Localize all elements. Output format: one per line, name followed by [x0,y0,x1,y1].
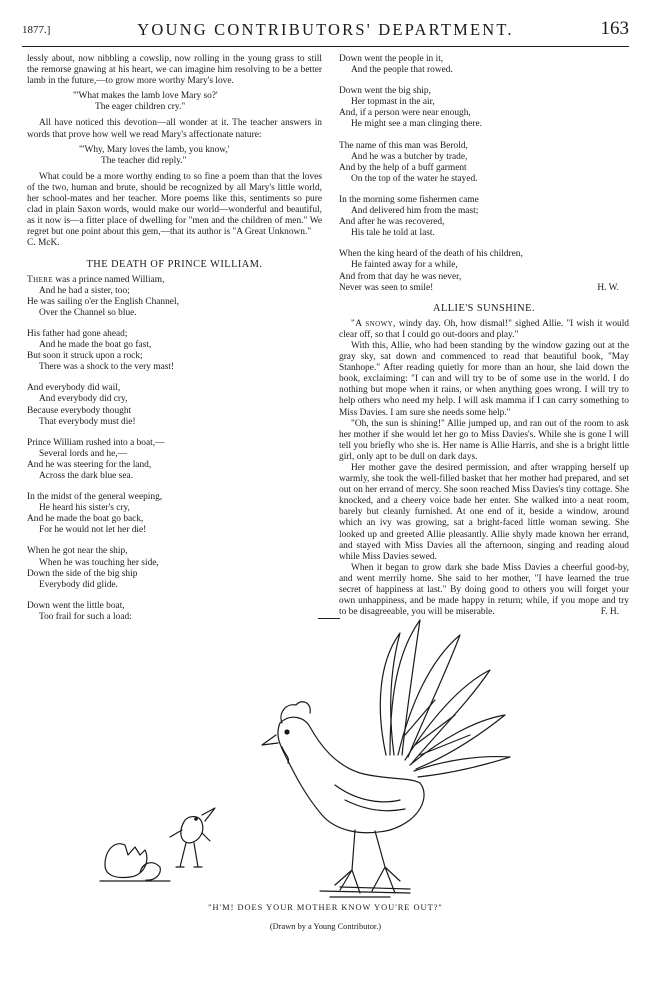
poem-line: He might see a man clinging there. [351,119,482,130]
poem-line: And everybody did wail, [27,383,121,394]
poem-line: And he had a sister, too; [39,285,130,296]
poem-line: And he made the boat go back, [27,514,144,525]
header-date: 1877.] [22,24,51,36]
poem-line: When he got near the ship, [27,546,128,557]
quote-line: The eager children cry." [95,102,186,113]
poem-line: Down the side of the big ship [27,568,138,579]
poem-line: And from that day he was never, [339,271,462,282]
quote-line: "'Why, Mary loves the lamb, you know,' [79,144,230,155]
poem-line: Down went the people in it, [339,54,444,64]
right-column [339,54,629,618]
poem-line: There was a prince named William, [27,274,165,285]
story-signature: F. H. [600,607,619,618]
review-continued [27,54,322,250]
poem-last-line [339,283,629,294]
poem-line: And after he was recovered, [339,217,445,228]
poem-line: Down went the big ship, [339,86,431,97]
poem-line: Down went the little boat, [27,600,125,611]
poem-line: His father had gone ahead; [27,328,128,339]
poem-line: And delivered him from the mast; [351,206,479,217]
poem-stanza [27,492,322,536]
review-quote-2 [27,145,322,167]
quote-line: "'What makes the lamb love Mary so?' [73,91,218,102]
left-column [27,54,322,623]
poem-line: That everybody must die! [39,416,136,427]
illustration-caption: "H'M! DOES YOUR MOTHER KNOW YOU'RE OUT?" [208,903,443,912]
poem-line: And he was a butcher by trade, [351,151,468,162]
poem-line: Across the dark blue sea. [39,471,133,481]
poem-stanzas-right [339,54,629,283]
poem-line: Over the Channel so blue. [39,307,137,318]
rooster-and-chick-illustration [90,605,560,905]
poem-line: Never was seen to smile! [339,282,434,293]
review-signature: C. McK. [27,238,60,249]
poem-line: Too frail for such a load: [39,611,132,622]
poem-title: THE DEATH OF PRINCE WILLIAM. [86,258,263,270]
poem-stanza [339,249,629,282]
poem-stanza [27,329,322,373]
eggshell-icon [100,844,170,881]
header-rule [22,46,629,47]
poem-stanza [27,546,322,590]
poem-stanza [27,438,322,482]
poem-line: In the midst of the general weeping, [27,492,163,503]
poem-line: For he would not let her die! [39,525,147,536]
poem-line: And he made the boat go fast, [39,340,152,351]
poem-line: On the top of the water he stayed. [351,173,478,184]
poem-line: In the morning some fishermen came [339,194,479,205]
review-opening: lessly about, now nibbling a cowslip, now rolling in the young grass to still the remorse gnawing at his heart, we can imagine him resolving to be a better lamb in the future,—to grow more worthy Mary's love. [27,54,322,87]
review-paragraph: All have noticed this devotion—all wonder at it. The teacher answers in words that prove how well we read Mary's affectionate nature: [27,118,322,140]
story-title: ALLIE'S SUNSHINE. [433,302,535,314]
poem-line: Prince William rushed into a boat,— [27,437,165,448]
poem-line: Because everybody thought [27,405,132,416]
poem-line: And everybody did cry, [39,394,128,405]
poem-line: He heard his sister's cry, [39,503,130,514]
poem-line: And, if a person were near enough, [339,108,471,119]
poem-stanza [339,54,629,76]
poem-line: Several lords and he,— [39,448,127,459]
poem-line: And he was steering for the land, [27,459,152,470]
poem-stanza [339,141,629,185]
poem-stanzas-left [27,286,322,623]
review-paragraph: What could be a more worthy ending to so fine a poem than that the loves of the two, human and brute, should be recognized by all Mary's little world, her school-mates and her teacher. More poems like this, sentiments so pure clad in plain Saxon words, would make our world—wonderful and beautiful, as it now is—a fitter place of dwelling for "men and the children of men." We regret but one point about this gem,—that its author is "A Great Unknown." [27,171,322,238]
poem-line: The name of this man was Berold, [339,140,468,151]
poem-stanza [27,383,322,427]
running-header [22,18,629,44]
poem-stanza [339,195,629,239]
poem-line: And by the help of a buff garment [339,162,467,173]
story-body [339,319,629,619]
poem-line: He was sailing o'er the English Channel, [27,296,179,307]
poem-line: And the people that rowed. [351,65,453,76]
chick-icon [170,808,215,867]
poem-stanza [27,286,322,319]
ground-strokes [320,887,410,897]
poem-body [27,275,322,623]
story-paragraph: When it began to grow dark she bade Miss Davies a cheerful good-by, and went merrily home. She said to her mother, "I have learned the true secret of happiness at last." By doing good to others you will forget your own unhappiness, and be made happy in return; while, if you mope and try to be disagreeable, you will be miserable. F. H. [339,562,629,618]
poem-line: His tale he told at last. [351,228,435,239]
story-paragraph: Her mother gave the desired permission, and after wrapping herself up warmly, she took the well-filled basket that her mother had prepared, and set out on her errand of mercy. She soon reached Miss Davies's tiny cottage. She knocked, and a cheery voice bade her enter. She walked into a neat room, barely but cleanly furnished. At one end of it, beside a window, around which an ivy was growing, sat a bright-faced little woman sewing. She looked up and greeted Allie pleasantly. Allie shyly made known her errand, and stayed with Miss Davies all the afternoon, singing and reading aloud while Miss Davies sewed. [339,463,629,562]
poem-stanza [339,86,629,130]
poem-line: There was a shock to the very mast! [39,362,175,373]
story-paragraph: With this, Allie, who had been standing by the window gazing out at the gray sky, sat down and commenced to read that beautiful book, "May Stanhope." After reading quietly for more than an hour, she laid down the book, exclaiming: "I can and will try to be of some use in the world. I do nothing but mope when it rains, or when anything goes wrong. I will try to help others who need my help. I will ask mamma if I can carry something to Miss Davies. I am sure she needs some help." [339,340,629,418]
story-paragraph: "A snowy, windy day. Oh, how dismal!" sighed Allie. "I wish it would clear off, so that I could go out-doors and play." [339,318,629,340]
quote-line: The teacher did reply." [101,155,187,166]
poem-line: Everybody did glide. [39,579,118,590]
page-number: 163 [600,18,629,39]
rooster-tail-icon [380,620,510,777]
poem-line: When he was touching her side, [39,557,159,568]
poem-line: When the king heard of the death of his children, [339,249,523,260]
poem-line: He fainted away for a while, [351,260,458,271]
poem-line: But soon it struck upon a rock; [27,351,143,362]
story-paragraph: "Oh, the sun is shining!" Allie jumped up, and ran out of the room to ask her mother if she would let her go to Miss Davies's. While she is gone I will tell you briefly who she is. Her name is Allie Harris, and she is a bright little girl, only apt to be dull on dark days. [339,418,629,462]
rooster-icon [262,702,424,893]
poem-signature: H. W. [597,282,619,293]
illustration-credit: (Drawn by a Young Contributor.) [269,922,382,931]
poem-line: Her topmast in the air, [351,97,435,108]
header-title: YOUNG CONTRIBUTORS' DEPARTMENT. [137,20,514,39]
review-quote-1 [27,91,322,113]
